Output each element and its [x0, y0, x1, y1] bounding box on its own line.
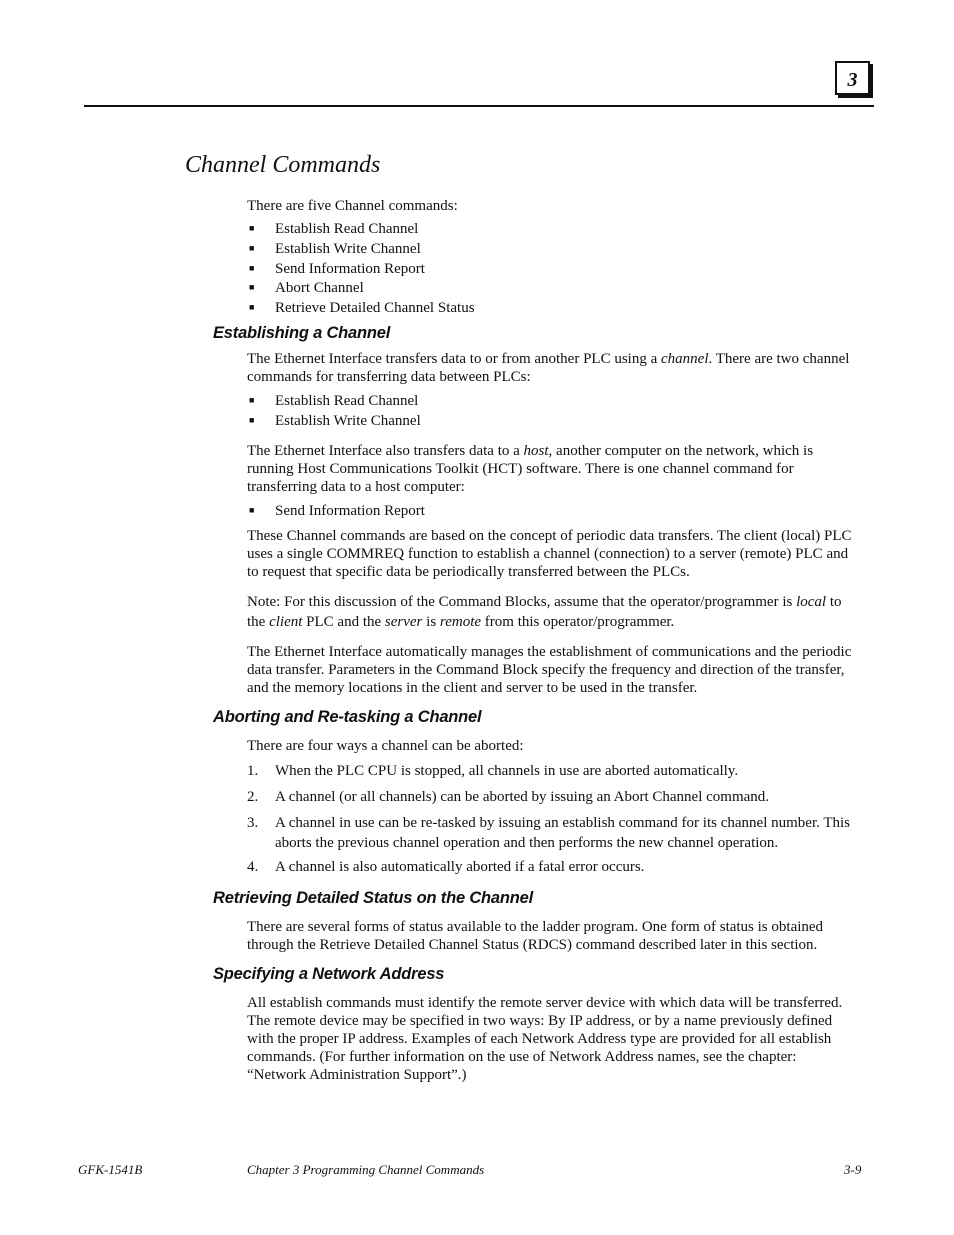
- section-heading-establishing: Establishing a Channel: [213, 324, 391, 342]
- footer-doc-id: GFK-1541B: [78, 1162, 143, 1177]
- note-paragraph: Note: For this discussion of the Command Blocks, assume that the operator/programmer is local to the client PLC and the server is remote from this operator/programmer.: [247, 594, 842, 630]
- section-heading-specifying: Specifying a Network Address: [213, 965, 445, 983]
- chapter-number-box: 3: [835, 61, 870, 95]
- establishing-paragraph-4: The Ethernet Interface automatically manages the establishment of communications and the periodic data transfer. Parameters in the Command Block specify the frequency and direction of the transfer, and the memory locations in the client and server to be used in the transfer.: [247, 644, 852, 696]
- establishing-paragraph-3: These Channel commands are based on the concept of periodic data transfers. The client (local) PLC uses a single COMMREQ function to establish a channel (connection) to a server (remote) PLC and to request that specific data be periodically transferred between the PLCs.: [247, 528, 852, 580]
- specifying-text: All establish commands must identify the remote server device with which data will be transferred. The remote device may be specified in two ways: By IP address, or by a name previously defined with the proper IP address. Examples of each Network Address type are provided for all establish commands. (For further information on the use of Network Address names, see the chapter: “Network Administration Support”.): [247, 995, 843, 1083]
- retrieving-text: There are several forms of status available to the ladder program. One form of status is obtained through the Retrieve Detailed Channel Status (RDCS) command described later in this section.: [247, 919, 824, 953]
- intro-text: There are five Channel commands:: [247, 198, 458, 214]
- section-heading-aborting: Aborting and Re-tasking a Channel: [213, 708, 482, 726]
- footer-chapter: Chapter 3 Programming Channel Commands: [247, 1162, 485, 1177]
- aborting-text: There are four ways a channel can be aborted:: [247, 738, 524, 754]
- establishing-paragraph-1: The Ethernet Interface transfers data to or from another PLC using a channel. There are two channel commands for transferring data between PLCs:: [247, 351, 850, 385]
- establishing-paragraph-2: The Ethernet Interface also transfers data to a host, another computer on the network, which is running Host Communications Toolkit (HCT) software. There is one channel command for transferring data to a host computer:: [247, 443, 814, 495]
- section-heading-retrieving: Retrieving Detailed Status on the Channel: [213, 889, 534, 907]
- page-title: Channel Commands: [185, 152, 381, 178]
- header-rule: [84, 105, 874, 107]
- footer-page-number: 3-9: [844, 1162, 862, 1177]
